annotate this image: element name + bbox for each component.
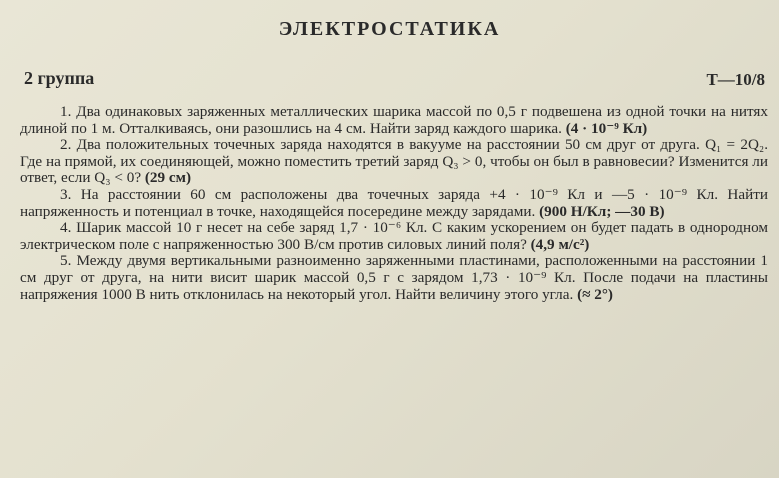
problem-answer: (4,9 м/с²) xyxy=(530,235,590,253)
problem-item xyxy=(20,187,768,220)
problem-answer: (29 см) xyxy=(144,169,192,187)
problem-text: 5. Между двумя вертикальными разноименно заряженными пластинами, расположенными на расстоянии 1 см друг от друга, на нити висит шарик массой 0,5 г с зарядом 1,73 · 10⁻⁹ Кл. После подачи на пластины напряжения 1000 В нить отклонилась на некоторый угол. Найти величину этого угла. xyxy=(20,252,768,303)
problem-item xyxy=(20,253,768,303)
problem-answer: (900 Н/Кл; —30 В) xyxy=(539,202,665,220)
page-title: ЭЛЕКТРОСТАТИКА xyxy=(278,18,501,40)
problem-text: 4. Шарик массой 10 г несет на себе заряд 1,7 · 10⁻⁶ Кл. С каким ускорением он будет падать в однородном электрическом поле с напряженностью 300 В/см против силовых линий поля? xyxy=(20,219,768,253)
problem-text: 1. Два одинаковых заряженных металлических шарика массой по 0,5 г подвешена из одной точки на нитях длиной по 1 м. Отталкиваясь, они разошлись на 4 см. Найти заряд каждого шарика. xyxy=(20,103,768,137)
group-label: 2 группа xyxy=(24,68,95,88)
problem-item xyxy=(20,220,768,253)
problem-text: 3. На расстоянии 60 см расположены два точечных заряда +4 · 10⁻⁹ Кл и —5 · 10⁻⁹ Кл. Найти напряженность и потенциал в точке, находящейся посередине между зарядами. xyxy=(20,185,768,220)
problem-item xyxy=(20,137,768,187)
problem-answer: (≈ 2°) xyxy=(577,285,613,303)
problem-answer: (4 · 10⁻⁹ Кл) xyxy=(565,119,648,137)
problem-item xyxy=(20,104,768,137)
variant-code: Т—10/8 xyxy=(706,70,765,89)
problem-text: 2. Два положительных точечных заряда находятся в вакууме на расстоянии 50 см друг от друга. Q₁ = 2Q₂. Где на прямой, их соединяющей, можно поместить третий заряд Q₃ > 0, чтобы он был в равновесии? Изменится ли ответ, если Q₃ < 0? xyxy=(20,136,768,187)
problem-list xyxy=(20,104,768,303)
